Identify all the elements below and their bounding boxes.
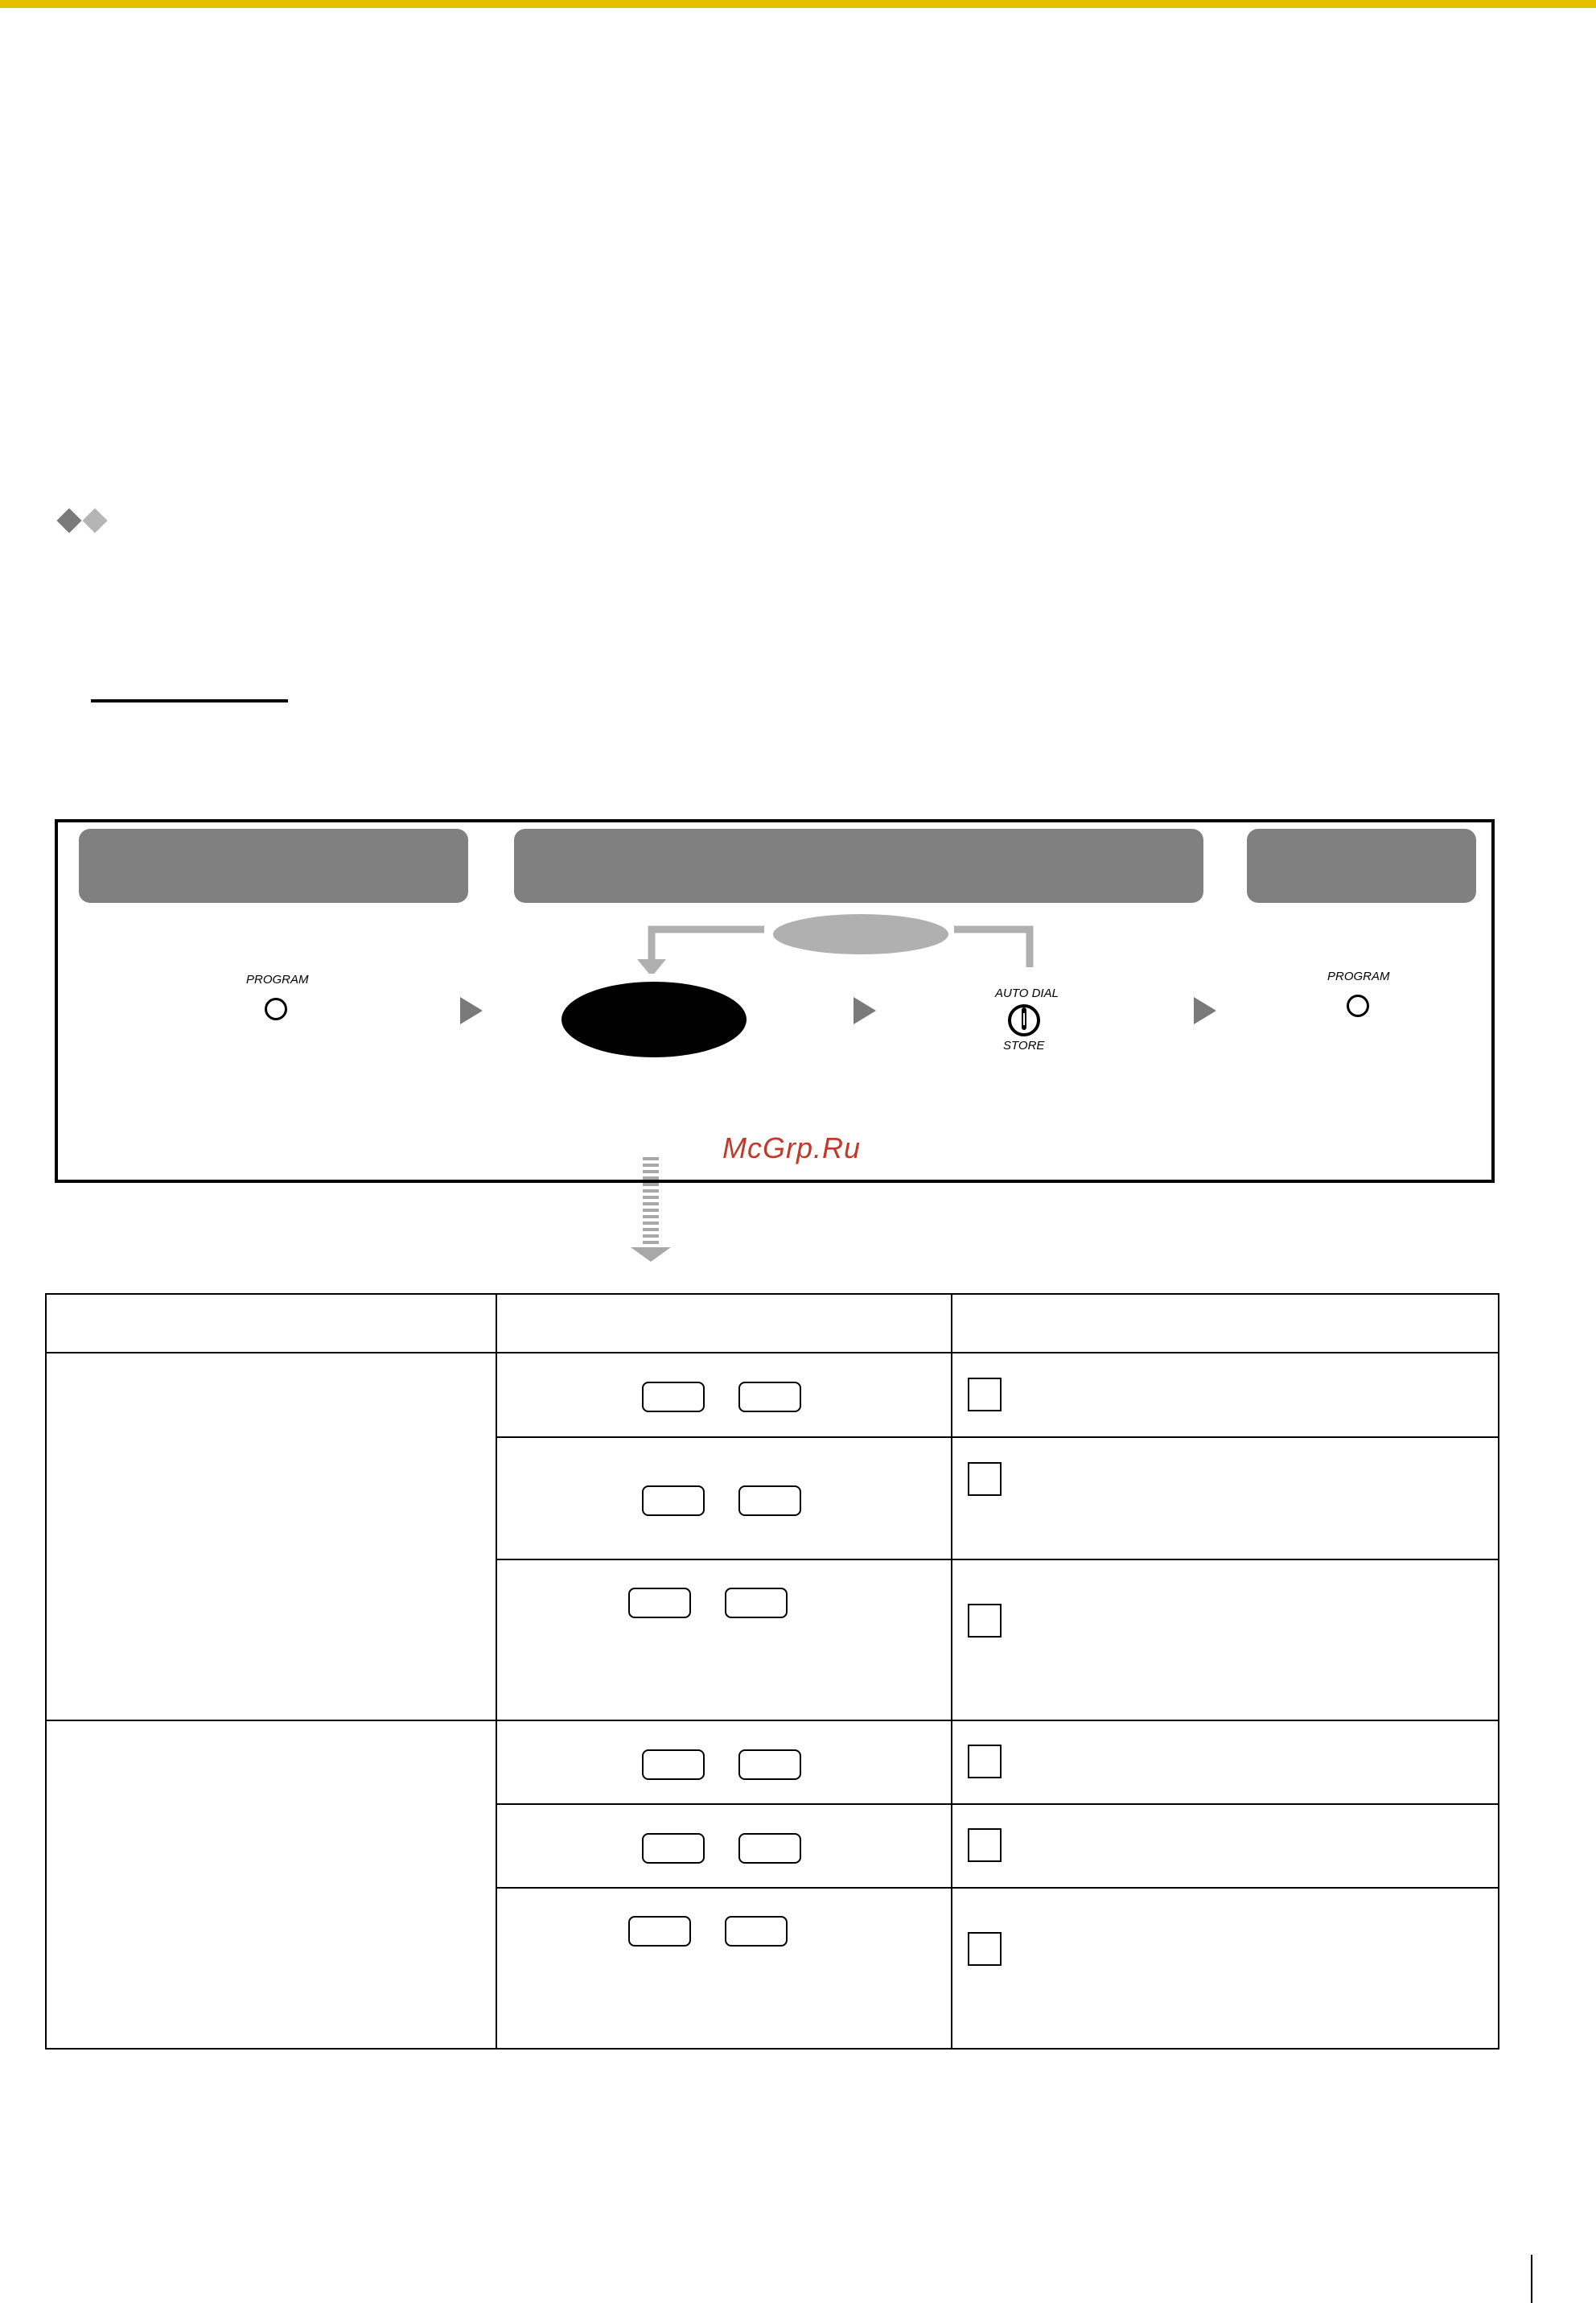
program-button[interactable] xyxy=(1347,995,1369,1017)
dial-key xyxy=(642,1382,705,1412)
diamond-bullet-icon xyxy=(82,508,107,533)
table-border xyxy=(496,1559,1499,1560)
auto-dial-store-button[interactable] xyxy=(1007,1003,1041,1037)
program-label: PROGRAM xyxy=(246,973,309,987)
top-rule xyxy=(0,0,1596,8)
step-header-bar xyxy=(79,829,468,903)
program-button[interactable] xyxy=(265,998,287,1020)
table-border xyxy=(496,1887,1499,1889)
dial-key xyxy=(642,1485,705,1516)
step-header-bar xyxy=(514,829,1203,903)
table-border xyxy=(45,1293,1499,1295)
dial-key xyxy=(642,1833,705,1864)
dial-key xyxy=(628,1588,691,1618)
down-arrow-icon xyxy=(627,1156,674,1263)
heading-underline xyxy=(91,699,288,702)
step-arrow-icon xyxy=(854,997,876,1024)
table-border xyxy=(45,2048,1499,2050)
table-border xyxy=(951,1293,952,2050)
program-label: PROGRAM xyxy=(1327,970,1390,983)
setting-checkbox[interactable] xyxy=(968,1932,1002,1966)
dial-key xyxy=(738,1485,801,1516)
dial-key xyxy=(738,1749,801,1780)
table-border xyxy=(496,1803,1499,1805)
input-oval xyxy=(561,982,747,1057)
setting-checkbox[interactable] xyxy=(968,1745,1002,1778)
dial-key xyxy=(725,1588,788,1618)
dial-key xyxy=(628,1916,691,1947)
table-border xyxy=(1498,1293,1499,2050)
step-header-bar xyxy=(1247,829,1476,903)
table-border xyxy=(45,1720,1499,1721)
auto-dial-label: AUTO DIAL xyxy=(995,987,1059,1000)
dial-key xyxy=(725,1916,788,1947)
watermark-text: McGrp.Ru xyxy=(722,1131,862,1164)
setting-checkbox[interactable] xyxy=(968,1604,1002,1638)
dial-key xyxy=(738,1833,801,1864)
repeat-oval xyxy=(773,914,948,954)
step-arrow-icon xyxy=(1194,997,1216,1024)
dial-key xyxy=(738,1382,801,1412)
setting-checkbox[interactable] xyxy=(968,1828,1002,1862)
table-border xyxy=(45,1352,1499,1353)
step-arrow-icon xyxy=(460,997,483,1024)
table-border xyxy=(45,1293,47,2050)
diamond-bullet-icon xyxy=(56,508,81,533)
setting-checkbox[interactable] xyxy=(968,1378,1002,1411)
setting-checkbox[interactable] xyxy=(968,1462,1002,1496)
store-label: STORE xyxy=(1003,1039,1045,1053)
page-number-divider xyxy=(1531,2255,1532,2303)
table-border xyxy=(496,1293,497,2050)
dial-key xyxy=(642,1749,705,1780)
table-border xyxy=(496,1436,1499,1438)
